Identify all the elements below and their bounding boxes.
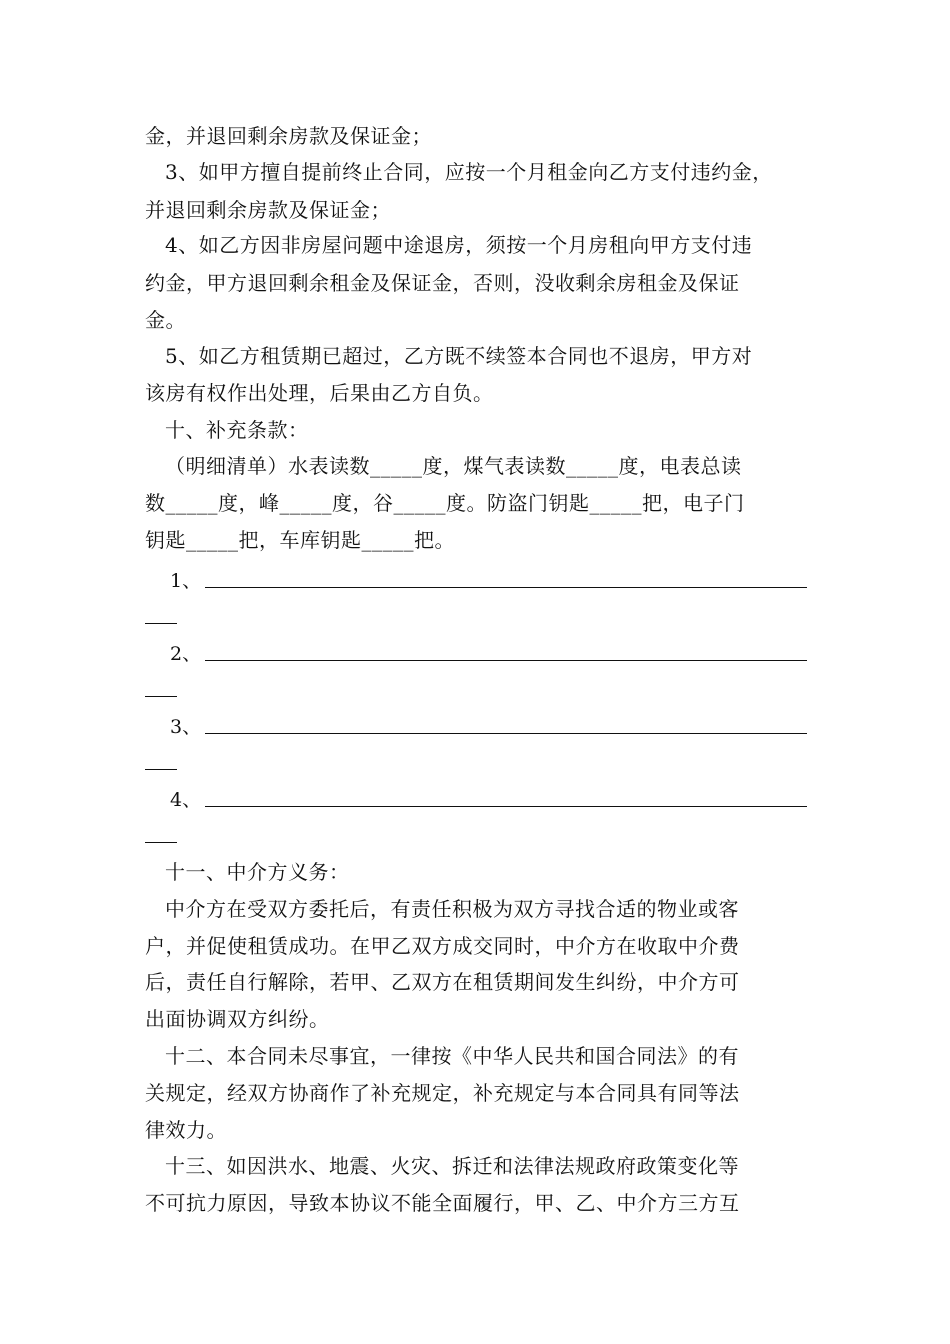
text-line: 3、如甲方擅自提前终止合同，应按一个月租金向乙方支付违约金，: [165, 160, 773, 184]
blank-item-number: 2、: [170, 643, 202, 665]
text-line: 不可抗力原因，导致本协议不能全面履行，甲、乙、中介方三方互: [145, 1191, 740, 1215]
fill-in-rule: [205, 660, 807, 661]
text-line: 关规定，经双方协商作了补充规定，补充规定与本合同具有同等法: [145, 1081, 740, 1105]
text-line: 4、如乙方因非房屋问题中途退房，须按一个月房租向甲方支付违: [165, 233, 753, 257]
text-line: 后，责任自行解除，若甲、乙双方在租赁期间发生纠纷，中介方可: [145, 970, 740, 994]
fill-in-rule: [205, 587, 807, 588]
fill-in-rule-continuation: [145, 623, 177, 624]
text-line: 钥匙_____把，车库钥匙_____把。: [145, 528, 455, 552]
text-line: 该房有权作出处理，后果由乙方自负。: [145, 381, 494, 405]
text-line: （明细清单）水表读数_____度，煤气表读数_____度，电表总读: [165, 454, 742, 478]
text-line: 律效力。: [145, 1118, 227, 1142]
text-line: 5、如乙方租赁期已超过，乙方既不续签本合同也不退房，甲方对: [165, 344, 753, 368]
fill-in-rule-continuation: [145, 842, 177, 843]
text-line: 金，并退回剩余房款及保证金；: [145, 124, 432, 148]
text-line: 十二、本合同未尽事宜，一律按《中华人民共和国合同法》的有: [165, 1044, 739, 1068]
text-line: 约金，甲方退回剩余租金及保证金，否则，没收剩余房租金及保证: [145, 271, 740, 295]
blank-item-number: 1、: [170, 570, 202, 592]
fill-in-rule: [205, 806, 807, 807]
text-line: 金。: [145, 308, 186, 332]
text-line: 十三、如因洪水、地震、火灾、拆迁和法律法规政府政策变化等: [165, 1154, 739, 1178]
text-line: 数_____度，峰_____度，谷_____度。防盗门钥匙_____把，电子门: [145, 491, 745, 515]
fill-in-rule-continuation: [145, 696, 177, 697]
blank-item-number: 3、: [170, 716, 202, 738]
text-line: 并退回剩余房款及保证金；: [145, 198, 391, 222]
fill-in-rule: [205, 733, 807, 734]
text-line: 中介方在受双方委托后，有责任积极为双方寻找合适的物业或客: [165, 897, 739, 921]
text-line: 出面协调双方纠纷。: [145, 1007, 330, 1031]
section-heading: 十一、中介方义务：: [165, 860, 350, 884]
text-line: 户，并促使租赁成功。在甲乙双方成交同时，中介方在收取中介费: [145, 934, 740, 958]
section-heading: 十、补充条款：: [165, 418, 309, 442]
fill-in-rule-continuation: [145, 769, 177, 770]
blank-item-number: 4、: [170, 789, 202, 811]
